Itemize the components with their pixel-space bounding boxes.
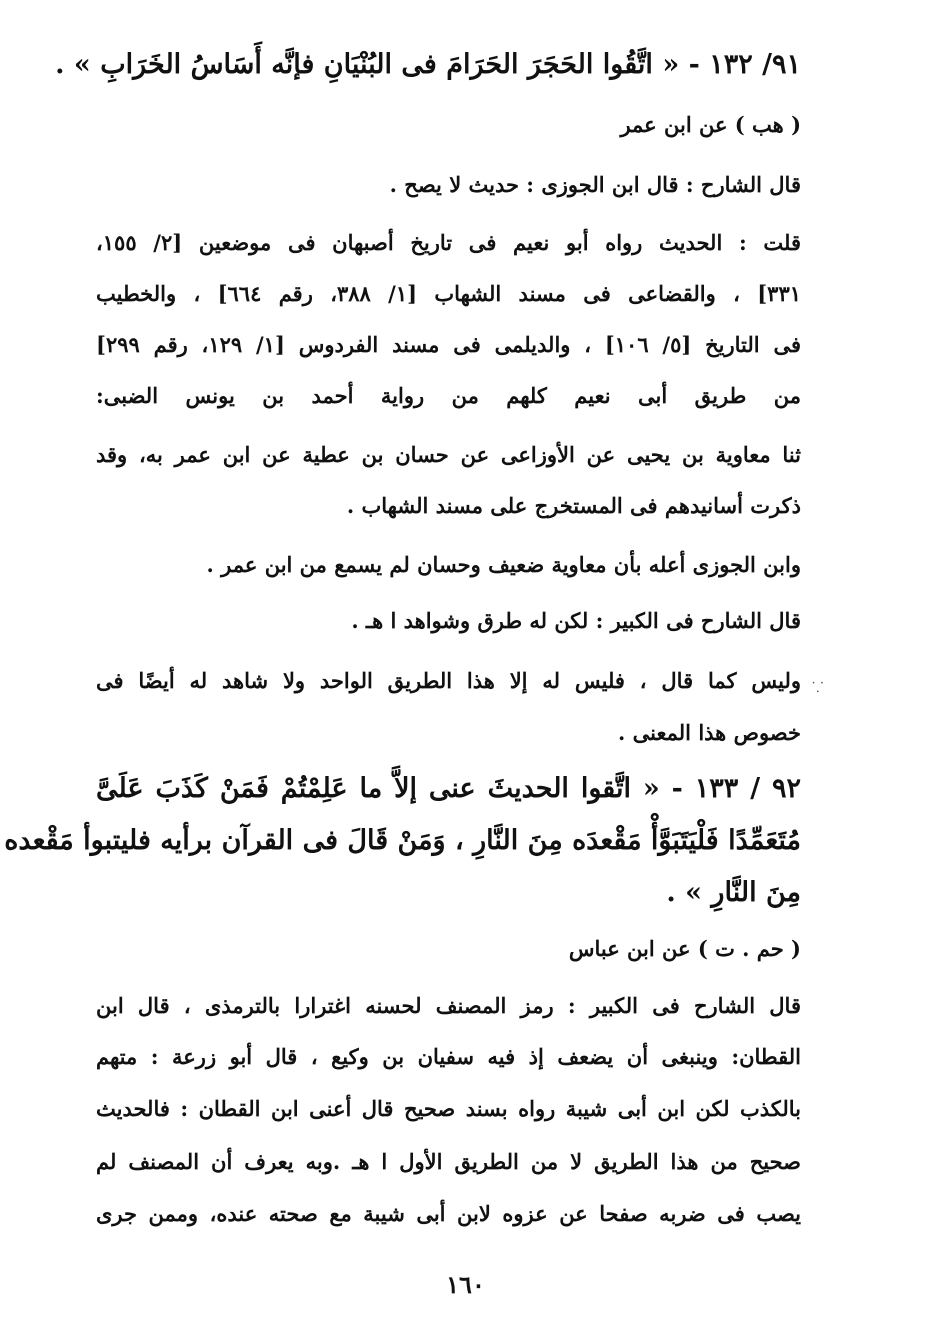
hadith-91-source: ( هب ) عن ابن عمر [620,112,801,137]
commentary-line: فى التاريخ [٥/ ١٠٦] ، والديلمى فى مسند الفردوس [١/ ١٢٩، رقم ٢٩٩] [96,332,801,357]
commentary-line: صحيح من هذا الطريق لا من الطريق الأول ا هـ .وبه يعرف أن المصنف لم [96,1149,801,1174]
hadith-92-line-1: ٩٢ / ١٣٣ - « اتَّقوا الحديثَ عنى إلاَّ ما عَلِمْتُمْ فَمَنْ كَذَبَ عَلَىَّ [96,773,801,804]
hadith-91-line-1: ٩١/ ١٣٢ - « اتَّقُوا الحَجَرَ الحَرَامَ فى البُنْيَانِ فإنَّه أَسَاسُ الخَرَابِ » . [55,49,801,80]
page-number: ١٦٠ [446,1270,485,1299]
hadith-92-source: ( حم . ت ) عن ابن عباس [568,936,801,961]
commentary-line: من طريق أبى نعيم كلهم من رواية أحمد بن يونس الضبى: [96,383,801,408]
commentary-line: قال الشارح فى الكبير : رمز المصنف لحسنه اغترارا بالترمذى ، قال ابن [96,993,801,1018]
commentary-line: قال الشارح : قال ابن الجوزى : حديث لا يصح . [389,172,801,197]
hadith-92-line-2: مُتَعَمِّدًا فَلْيَتَبَوَّأْ مَقْعدَه مِنَ النَّارِ ، وَمَنْ قَالَ فى القرآن برأيه فليتبوأ مَقْعده [4,825,801,856]
commentary-line: ٣٣١] ، والقضاعى فى مسند الشهاب [١/ ٣٨٨، رقم ٦٦٤] ، والخطيب [96,281,802,306]
hadith-92-line-3: مِنَ النَّارِ » . [666,877,801,908]
commentary-line: خصوص هذا المعنى . [618,720,801,745]
commentary-line: ثنا معاوية بن يحيى عن الأوزاعى عن حسان بن عطية عن ابن عمر به، وقد [96,442,801,467]
commentary-line: يصب فى ضربه صفحا عن عزوه لابن أبى شيبة مع صحته عنده، وممن جرى [96,1201,801,1226]
commentary-line: القطان: وينبغى أن يضعف إذ فيه سفيان بن وكيع ، قال أبو زرعة : متهم [96,1044,801,1069]
commentary-line: بالكذب لكن ابن أبى شيبة رواه بسند صحيح قال أعنى ابن القطان : فالحديث [96,1096,801,1121]
commentary-line: ذكرت أسانيدهم فى المستخرج على مسند الشهاب . [346,493,801,518]
commentary-line: قال الشارح فى الكبير : لكن له طرق وشواهد ا هـ . [351,608,801,633]
margin-mark: ⸪ [812,680,824,696]
commentary-line: وليس كما قال ، فليس له إلا هذا الطريق الواحد ولا شاهد له أيضًا فى [96,668,801,693]
commentary-line: قلت : الحديث رواه أبو نعيم فى تاريخ أصبهان فى موضعين [٢/ ١٥٥، [96,230,802,255]
commentary-line: وابن الجوزى أعله بأن معاوية ضعيف وحسان لم يسمع من ابن عمر . [206,552,801,577]
